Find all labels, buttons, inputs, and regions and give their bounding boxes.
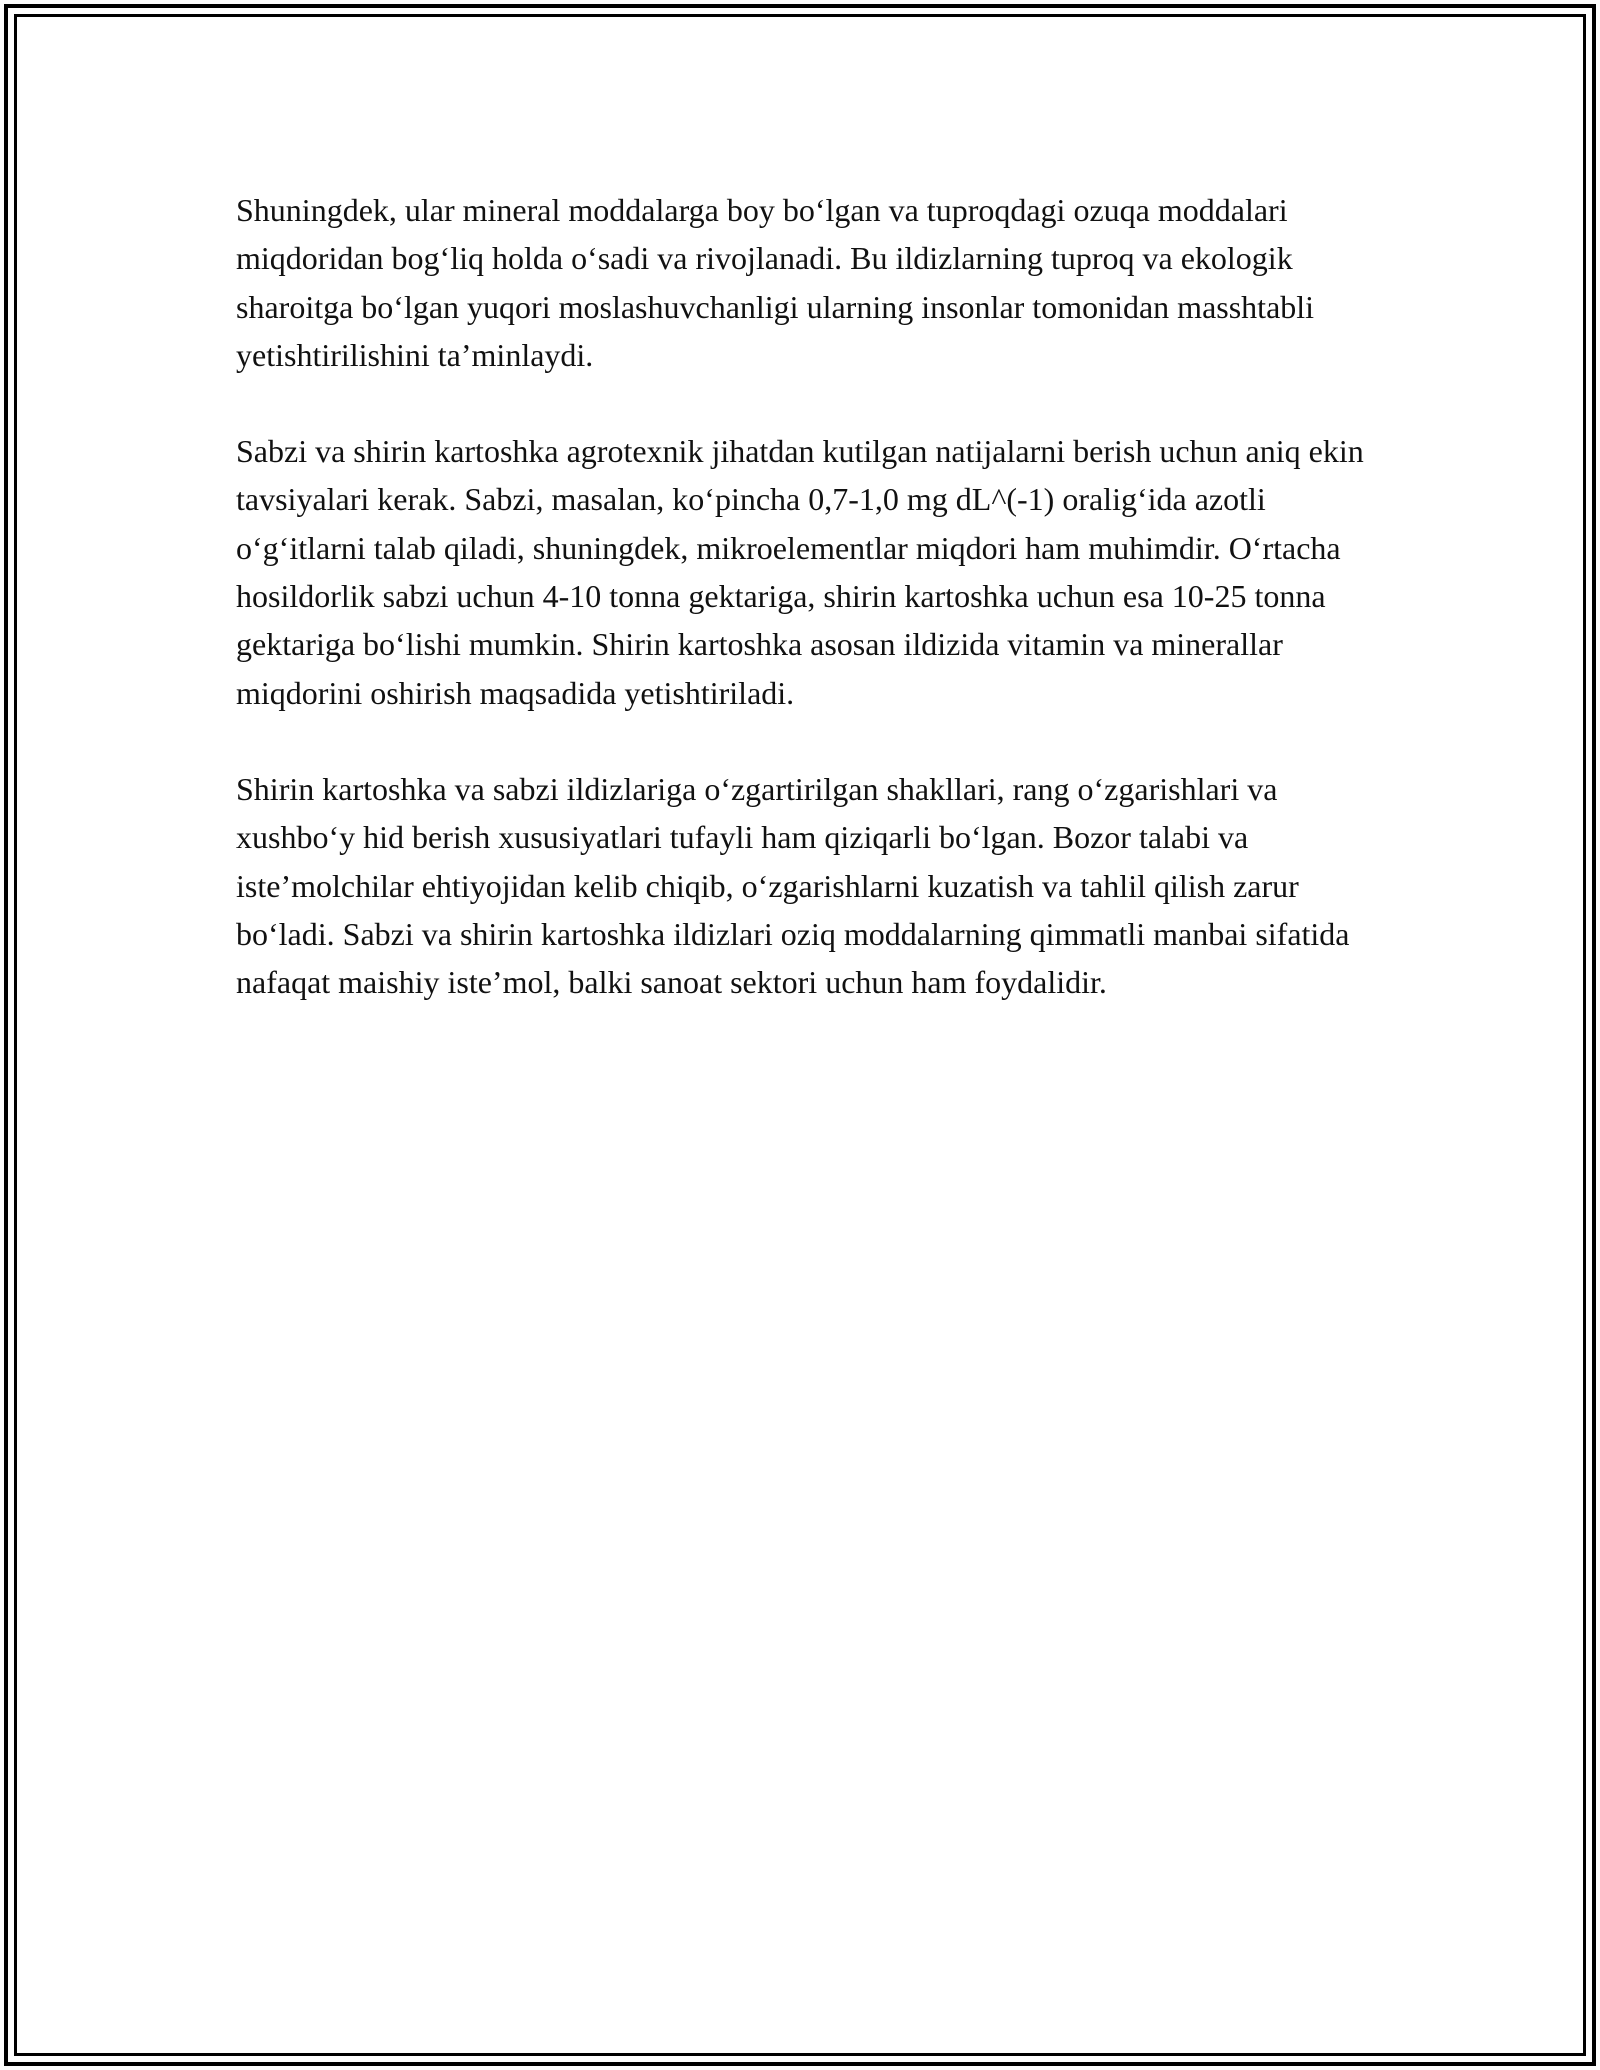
document-body [236,186,1396,1054]
paragraph-2: Sabzi va shirin kartoshka agrotexnik jihatdan kutilgan natijalarni berish uchun aniq ekin tavsiyalari kerak. Sabzi, masalan, ko‘pincha 0,7-1,0 mg dL^(-1) oralig‘ida azotli o‘g‘itlarni talab qiladi, shuningdek, mikroelementlar miqdori ham muhimdir. O‘rtacha hosildorlik sabzi uchun 4-10 tonna gektariga, shirin kartoshka uchun esa 10-25 tonna gektariga bo‘lishi mumkin. Shirin kartoshka asosan ildizida vitamin va minerallar miqdorini oshirish maqsadida yetishtiriladi. [236,433,1364,711]
paragraph-1: Shuningdek, ular mineral moddalarga boy bo‘lgan va tuproqdagi ozuqa moddalari miqdoridan bog‘liq holda o‘sadi va rivojlanadi. Bu ildizlarning tuproq va ekologik sharoitga bo‘lgan yuqori moslashuvchanligi ularning insonlar tomonidan masshtabli yetishtirilishini ta’minlaydi. [236,192,1315,373]
paragraph-3: Shirin kartoshka va sabzi ildizlariga o‘zgartirilgan shakllari, rang o‘zgarishlari va xushbo‘y hid berish xususiyatlari tufayli ham qiziqarli bo‘lgan. Bozor talabi va iste’molchilar ehtiyojidan kelib chiqib, o‘zgarishlarni kuzatish va tahlil qilish zarur bo‘ladi. Sabzi va shirin kartoshka ildizlari oziq moddalarning qimmatli manbai sifatida nafaqat maishiy iste’mol, balki sanoat sektori uchun ham foydalidir. [236,770,1350,1001]
